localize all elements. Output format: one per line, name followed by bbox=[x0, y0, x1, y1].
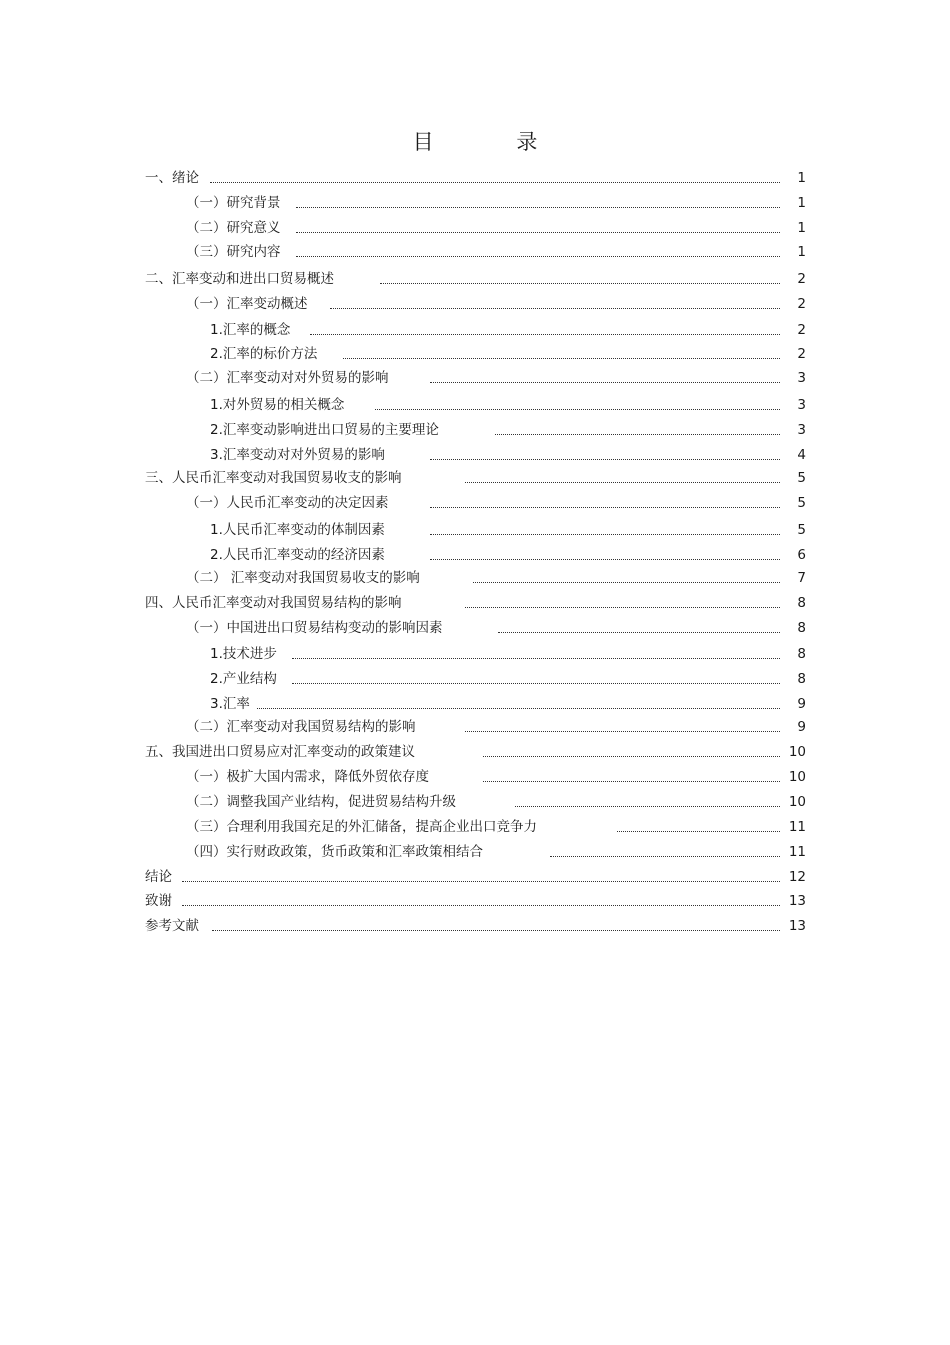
toc-entry[interactable] bbox=[210, 545, 806, 565]
toc-entry-page: 12 bbox=[788, 869, 806, 885]
toc-entry-page: 13 bbox=[788, 918, 806, 934]
toc-dot-leader bbox=[292, 683, 780, 684]
toc-entry-label: （一）人民币汇率变动的决定因素 bbox=[186, 495, 389, 511]
toc-dot-leader bbox=[292, 658, 780, 659]
toc-entry[interactable] bbox=[145, 168, 806, 188]
toc-dot-leader bbox=[430, 382, 780, 383]
toc-entry[interactable] bbox=[145, 916, 806, 936]
toc-entry-page: 8 bbox=[797, 620, 806, 636]
toc-entry-label: （三）研究内容 bbox=[186, 244, 281, 260]
toc-dot-leader bbox=[182, 905, 780, 906]
toc-entry-label: （三）合理利用我国充足的外汇储备，提高企业出口竞争力 bbox=[186, 819, 537, 835]
toc-dot-leader bbox=[498, 632, 780, 633]
toc-entry-label: （二）汇率变动对我国贸易结构的影响 bbox=[186, 719, 416, 735]
toc-entry[interactable] bbox=[186, 368, 806, 388]
toc-entry-label: （一）汇率变动概述 bbox=[186, 296, 308, 312]
toc-entry-label: 1.对外贸易的相关概念 bbox=[210, 397, 345, 413]
toc-entry-page: 8 bbox=[797, 646, 806, 662]
toc-dot-leader bbox=[330, 308, 780, 309]
toc-dot-leader bbox=[465, 482, 780, 483]
toc-dot-leader bbox=[310, 334, 780, 335]
toc-entry-page: 8 bbox=[797, 671, 806, 687]
toc-entry[interactable] bbox=[210, 420, 806, 440]
toc-entry-label: 参考文献 bbox=[145, 918, 199, 934]
toc-dot-leader bbox=[550, 856, 780, 857]
toc-entry-page: 8 bbox=[797, 595, 806, 611]
toc-entry-page: 6 bbox=[797, 547, 806, 563]
toc-entry[interactable] bbox=[210, 644, 806, 664]
toc-dot-leader bbox=[210, 182, 780, 183]
toc-entry-page: 10 bbox=[788, 794, 806, 810]
toc-entry[interactable] bbox=[186, 817, 806, 837]
toc-entry-label: （一）研究背景 bbox=[186, 195, 281, 211]
toc-entry-page: 9 bbox=[797, 719, 806, 735]
toc-entry-label: （二）汇率变动对对外贸易的影响 bbox=[186, 370, 389, 386]
toc-entry-label: （二） 汇率变动对我国贸易收支的影响 bbox=[186, 570, 420, 586]
toc-entry-label: 1.人民币汇率变动的体制因素 bbox=[210, 522, 385, 538]
toc-entry[interactable] bbox=[145, 867, 806, 887]
toc-entry[interactable] bbox=[186, 717, 806, 737]
toc-dot-leader bbox=[296, 207, 780, 208]
toc-entry-page: 10 bbox=[788, 769, 806, 785]
toc-entry-label: 1.技术进步 bbox=[210, 646, 277, 662]
toc-entry[interactable] bbox=[145, 593, 806, 613]
toc-entry-label: 致谢 bbox=[145, 893, 172, 909]
toc-dot-leader bbox=[465, 607, 780, 608]
toc-entry-label: （一）极扩大国内需求，降低外贸依存度 bbox=[186, 769, 429, 785]
toc-entry[interactable] bbox=[186, 493, 806, 513]
toc-entry[interactable] bbox=[186, 842, 806, 862]
toc-entry[interactable] bbox=[210, 669, 806, 689]
toc-entry-label: 1.汇率的概念 bbox=[210, 322, 291, 338]
toc-entry-page: 5 bbox=[797, 522, 806, 538]
toc-entry-label: 3.汇率变动对对外贸易的影响 bbox=[210, 447, 385, 463]
toc-entry[interactable] bbox=[145, 468, 806, 488]
toc-entry-label: 一、绪论 bbox=[145, 170, 199, 186]
toc-entry-label: 二、汇率变动和进出口贸易概述 bbox=[145, 271, 334, 287]
toc-dot-leader bbox=[430, 559, 780, 560]
toc-entry[interactable] bbox=[210, 520, 806, 540]
toc-entry[interactable] bbox=[210, 694, 806, 714]
toc-entry-page: 3 bbox=[797, 370, 806, 386]
toc-entry-page: 1 bbox=[797, 244, 806, 260]
toc-entry-label: （二）调整我国产业结构，促进贸易结构升级 bbox=[186, 794, 456, 810]
toc-entry-page: 7 bbox=[797, 570, 806, 586]
toc-dot-leader bbox=[257, 708, 780, 709]
toc-entry-label: 三、人民币汇率变动对我国贸易收支的影响 bbox=[145, 470, 402, 486]
toc-entry-label: 3.汇率 bbox=[210, 696, 250, 712]
toc-entry[interactable] bbox=[210, 344, 806, 364]
toc-dot-leader bbox=[483, 756, 780, 757]
toc-entry-label: （二）研究意义 bbox=[186, 220, 281, 236]
toc-dot-leader bbox=[430, 459, 780, 460]
toc-entry-label: （四）实行财政政策，货币政策和汇率政策相结合 bbox=[186, 844, 483, 860]
toc-entry[interactable] bbox=[210, 445, 806, 465]
toc-entry[interactable] bbox=[210, 395, 806, 415]
toc-entry-page: 3 bbox=[797, 422, 806, 438]
toc-entry-label: 四、人民币汇率变动对我国贸易结构的影响 bbox=[145, 595, 402, 611]
toc-entry[interactable] bbox=[186, 218, 806, 238]
toc-entry-label: 2.产业结构 bbox=[210, 671, 277, 687]
toc-entry-label: 2.人民币汇率变动的经济因素 bbox=[210, 547, 385, 563]
toc-entry-page: 10 bbox=[788, 744, 806, 760]
toc-dot-leader bbox=[515, 806, 780, 807]
toc-entry-page: 13 bbox=[788, 893, 806, 909]
toc-entry-page: 1 bbox=[797, 170, 806, 186]
toc-entry[interactable] bbox=[145, 269, 806, 289]
toc-entry-label: 结论 bbox=[145, 869, 172, 885]
toc-dot-leader bbox=[375, 409, 780, 410]
toc-entry[interactable] bbox=[210, 320, 806, 340]
toc-entry-page: 2 bbox=[797, 296, 806, 312]
toc-entry-page: 1 bbox=[797, 220, 806, 236]
toc-entry-label: （一）中国进出口贸易结构变动的影响因素 bbox=[186, 620, 443, 636]
toc-entry-page: 5 bbox=[797, 495, 806, 511]
toc-entry[interactable] bbox=[186, 242, 806, 262]
toc-dot-leader bbox=[617, 831, 780, 832]
toc-dot-leader bbox=[212, 930, 780, 931]
toc-entry[interactable] bbox=[186, 618, 806, 638]
toc-entry[interactable] bbox=[186, 294, 806, 314]
toc-dot-leader bbox=[296, 256, 780, 257]
toc-entry-label: 2.汇率的标价方法 bbox=[210, 346, 318, 362]
toc-dot-leader bbox=[430, 507, 780, 508]
toc-dot-leader bbox=[343, 358, 780, 359]
toc-dot-leader bbox=[296, 232, 780, 233]
toc-entry-page: 3 bbox=[797, 397, 806, 413]
toc-entry-page: 11 bbox=[788, 844, 806, 860]
toc-entry-page: 4 bbox=[797, 447, 806, 463]
toc-entry-page: 9 bbox=[797, 696, 806, 712]
toc-entry[interactable] bbox=[186, 792, 806, 812]
toc-dot-leader bbox=[495, 434, 780, 435]
toc-title: 目 录 bbox=[412, 130, 576, 154]
toc-entry[interactable] bbox=[186, 193, 806, 213]
toc-entry[interactable] bbox=[145, 742, 806, 762]
toc-dot-leader bbox=[465, 731, 780, 732]
toc-dot-leader bbox=[483, 781, 780, 782]
toc-entry-page: 1 bbox=[797, 195, 806, 211]
toc-dot-leader bbox=[380, 283, 780, 284]
toc-entry-page: 11 bbox=[788, 819, 806, 835]
toc-entry-page: 2 bbox=[797, 322, 806, 338]
toc-dot-leader bbox=[430, 534, 780, 535]
toc-entry-label: 五、我国进出口贸易应对汇率变动的政策建议 bbox=[145, 744, 415, 760]
toc-entry[interactable] bbox=[145, 891, 806, 911]
toc-entry-page: 5 bbox=[797, 470, 806, 486]
toc-dot-leader bbox=[473, 582, 780, 583]
toc-entry-label: 2.汇率变动影响进出口贸易的主要理论 bbox=[210, 422, 439, 438]
toc-entry[interactable] bbox=[186, 568, 806, 588]
toc-entry-page: 2 bbox=[797, 271, 806, 287]
toc-entry-page: 2 bbox=[797, 346, 806, 362]
toc-entry[interactable] bbox=[186, 767, 806, 787]
toc-dot-leader bbox=[182, 881, 780, 882]
